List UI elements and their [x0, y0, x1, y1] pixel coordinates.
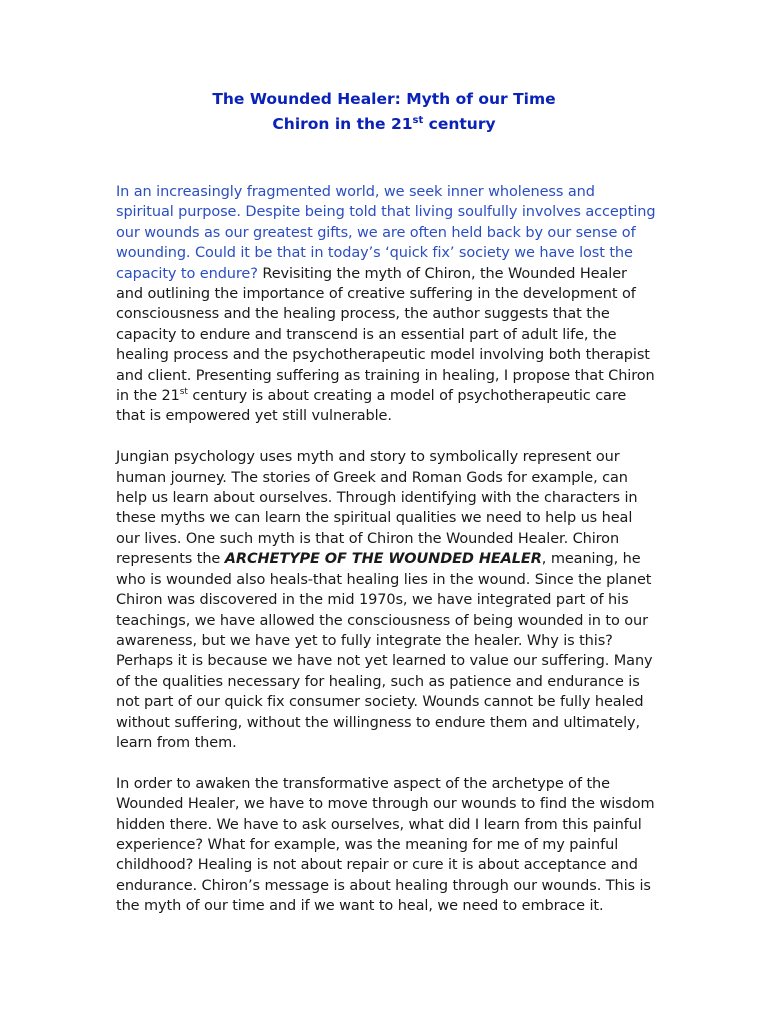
- paragraph-1-rest-b: century is about creating a model of psychotherapeutic care that is empowered yet still vulnerable.: [116, 388, 627, 425]
- paragraph-1-superscript: st: [179, 387, 188, 398]
- document-title: The Wounded Healer: Myth of our Time: [212, 90, 556, 108]
- paragraph-2: [116, 447, 656, 753]
- document-body: [116, 182, 656, 937]
- archetype-emphasis: ARCHETYPE OF THE WOUNDED HEALER: [224, 551, 542, 568]
- paragraph-3: In order to awaken the transformative aspect of the archetype of the Wounded Healer, we have to move through our wounds to find the wisdom hidden there. We have to ask ourselves, what did I learn from this painful experience? What for example, was the meaning for me of my painful childhood? Healing is not about repair or cure it is about acceptance and endurance. Chiron’s message is about healing through our wounds. This is the myth of our time and if we want to heal, we need to embrace it.: [116, 775, 655, 915]
- paragraph-1-rest-a: Revisiting the myth of Chiron, the Wounded Healer and outlining the importance of creative suffering in the development of consciousness and the healing process, the author suggests that the capacity to endure and transcend is an essential part of adult life, the healing process and the psychotherapeutic model involving both therapist and client. Presenting suffering as training in healing, I propose that Chiron in the 21: [116, 265, 655, 405]
- paragraph-1-intro: In an increasingly fragmented world, we seek inner wholeness and spiritual purpose. Despite being told that living soulfully involves accepting our wounds as our greatest gifts, we are often held back by our sense of wounding. Could it be that in today’s ‘quick fix’ society we have lost the capacity to endure?: [116, 184, 656, 282]
- paragraph-1: [116, 182, 656, 427]
- document-subtitle: [0, 115, 768, 133]
- subtitle-prefix: Chiron in the 21: [272, 115, 413, 134]
- subtitle-suffix: century: [423, 115, 496, 134]
- subtitle-superscript: st: [412, 115, 424, 126]
- paragraph-2-part-b: , meaning, he who is wounded also heals-that healing lies in the wound. Since the planet Chiron was discovered in the mid 1970s, we have integrated part of his teachings, we have allowed the consciousness of being wounded in to our awareness, but we have yet to fully integrate the healer. Why is this? Perhaps it is because we have not yet learned to value our suffering. Many of the qualities necessary for healing, such as patience and endurance is not part of our quick fix consumer society. Wounds cannot be fully healed without suffering, without the willingness to endure them and ultimately, learn from them.: [116, 551, 653, 751]
- paragraph-2-part-a: Jungian psychology uses myth and story to symbolically represent our human journey. The stories of Greek and Roman Gods for example, can help us learn about ourselves. Through identifying with the characters in these myths we can learn the spiritual qualities we need to help us heal our lives. One such myth is that of Chiron the Wounded Healer. Chiron represents the: [116, 449, 638, 568]
